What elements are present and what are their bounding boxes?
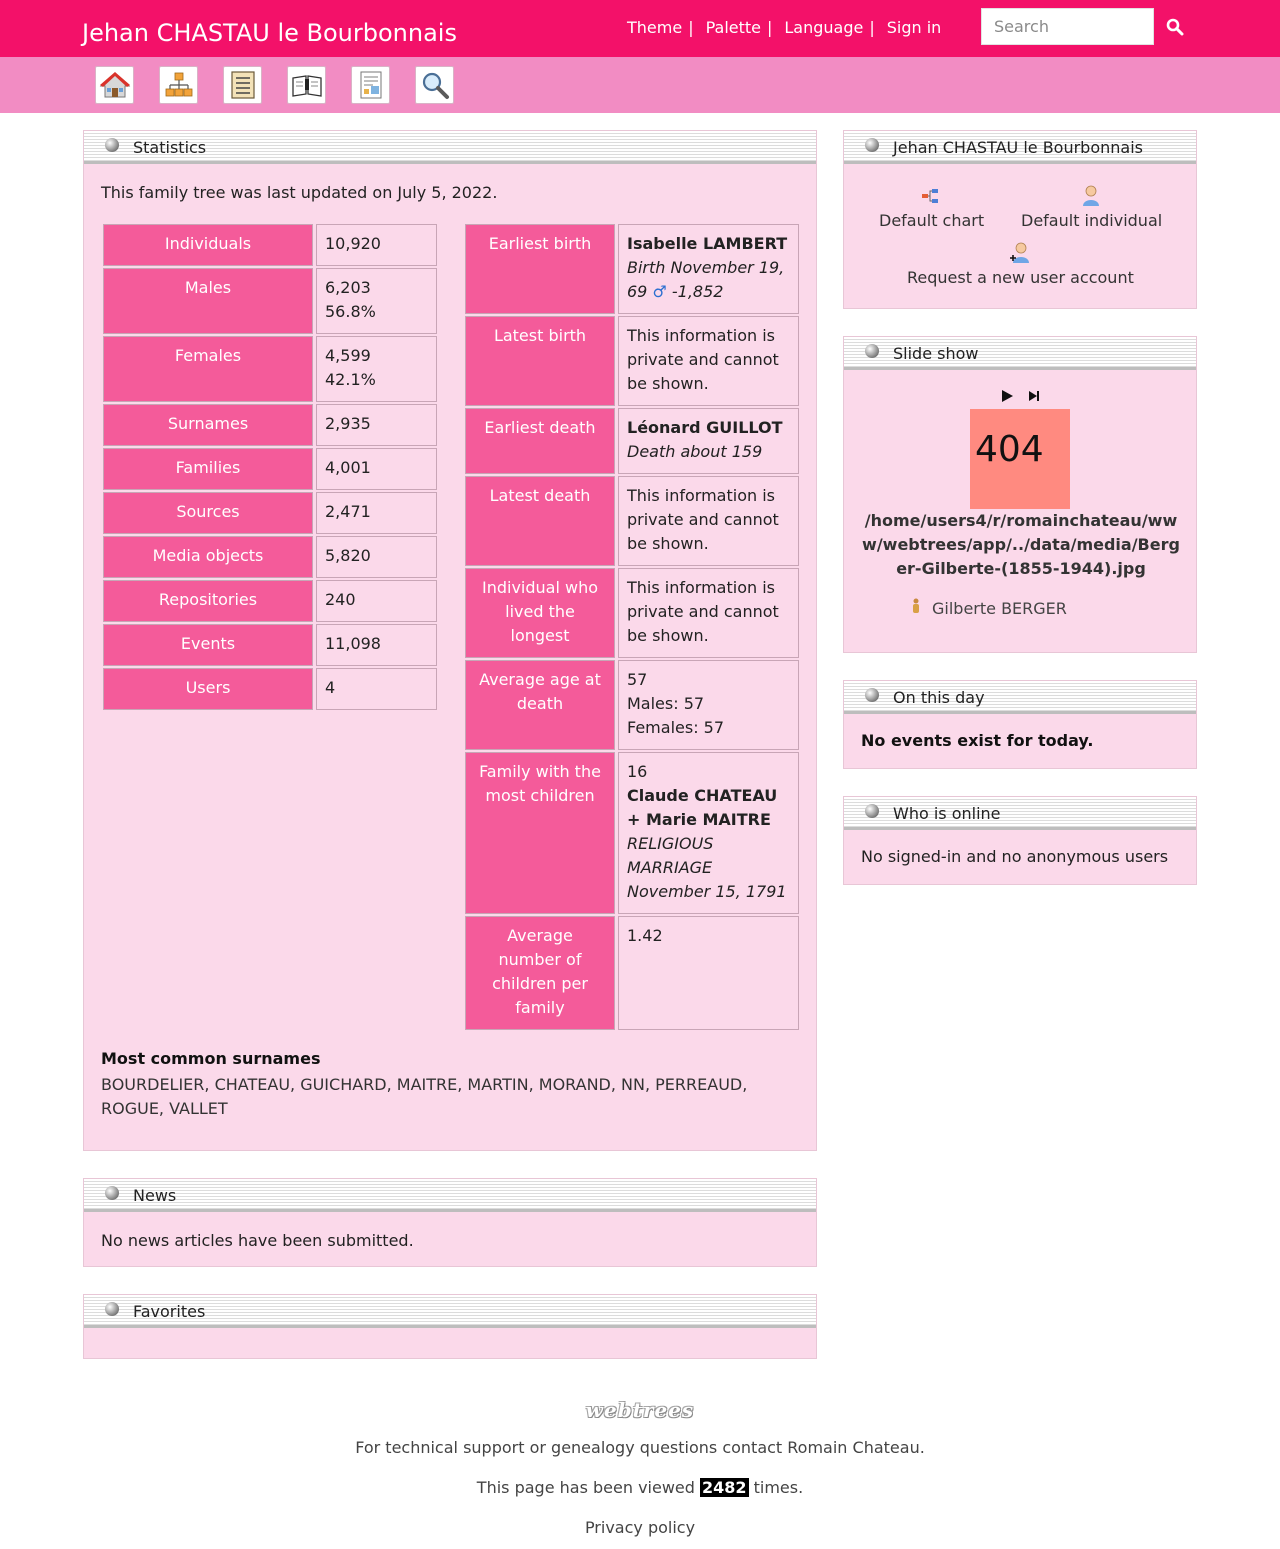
stat-value [316, 448, 437, 490]
block-title: On this day [893, 688, 985, 707]
block-bullet-icon [105, 138, 119, 152]
block-bullet-icon [105, 1302, 119, 1316]
label-line: death [516, 694, 564, 713]
stat-value [316, 668, 437, 710]
list-icon[interactable] [223, 66, 262, 104]
private-text: private and cannot [627, 602, 779, 621]
event-detail [627, 280, 790, 304]
private-text: private and cannot [627, 510, 779, 529]
no-events-text: No events exist for today. [861, 731, 1094, 750]
news-empty-text: No news articles have been submitted. [101, 1231, 414, 1250]
private-text: private and cannot [627, 350, 779, 369]
slide-path [856, 509, 1186, 581]
block-bullet-icon [865, 138, 879, 152]
menu-separator: | [688, 18, 694, 37]
stat-label: Latest birth [465, 316, 615, 406]
surnames-heading: Most common surnames [101, 1049, 321, 1068]
block-bullet-icon [865, 344, 879, 358]
stat-value [618, 316, 799, 406]
stat-label: Repositories [103, 580, 313, 622]
play-icon[interactable] [1000, 389, 1014, 403]
male-icon: ♂ [652, 282, 667, 301]
slideshow-block [843, 336, 1197, 653]
stat-value [618, 408, 799, 474]
menu-separator: | [767, 18, 773, 37]
stat-number: 4 [325, 678, 336, 697]
slide-path-line: /home/users4/r/romainchateau/ww [864, 511, 1178, 530]
webtrees-logo[interactable]: webtrees [585, 1398, 695, 1422]
label-line: Average [507, 926, 573, 945]
default-chart-link[interactable]: Default chart [879, 211, 985, 230]
tree-home-block [843, 130, 1197, 309]
event-detail: Death about 159 [627, 442, 763, 461]
individual-link[interactable]: Isabelle LAMBERT [627, 234, 788, 253]
stat-label: Surnames [103, 404, 313, 446]
stat-label [465, 752, 615, 914]
search-icon [1166, 18, 1184, 36]
stat-number: 2,935 [325, 414, 371, 433]
chart-icon [921, 187, 939, 205]
menu-separator: | [869, 18, 875, 37]
slide-image[interactable] [970, 409, 1070, 509]
label-line: Individual who [481, 578, 599, 597]
page-view-counter [0, 1478, 1280, 1497]
label-line: lived the [505, 602, 575, 621]
stat-label: Females [103, 336, 313, 402]
block-title: Favorites [133, 1302, 206, 1321]
slide-path-line: er-Gilberte-(1855-1944).jpg [896, 559, 1146, 578]
private-text: This information is [627, 326, 775, 345]
block-title: News [133, 1186, 177, 1205]
favorites-block [83, 1294, 817, 1359]
private-text: This information is [627, 578, 775, 597]
stat-value [316, 224, 437, 266]
block-header [84, 1295, 816, 1328]
menu-theme[interactable]: Theme [627, 18, 683, 37]
privacy-policy-link[interactable]: Privacy policy [584, 1518, 696, 1537]
statistics-block [83, 130, 817, 1151]
label-line: longest [510, 626, 570, 645]
event-detail: RELIGIOUS [627, 834, 714, 853]
who-online-block [843, 796, 1197, 885]
stat-value [316, 624, 437, 666]
stat-value [316, 580, 437, 622]
event-detail: Birth November 19, [627, 258, 785, 277]
stat-label [465, 916, 615, 1030]
views-count: 2482 [702, 1478, 747, 1497]
magnifier-icon[interactable] [415, 66, 454, 104]
person-icon [911, 598, 921, 614]
stat-value [618, 568, 799, 658]
stat-number: 6,203 [325, 278, 371, 297]
stat-label: Users [103, 668, 313, 710]
menu-sign-in[interactable]: Sign in [886, 18, 942, 37]
average-age-females: Females: 57 [627, 718, 725, 737]
stat-value [316, 492, 437, 534]
stat-value [316, 536, 437, 578]
stat-label: Families [103, 448, 313, 490]
label-line: Average age at [479, 670, 601, 689]
slide-path-line: w/webtrees/app/../data/media/Berg [862, 535, 1180, 554]
label-line: most children [485, 786, 595, 805]
average-age-males: Males: 57 [627, 694, 705, 713]
block-title: Jehan CHASTAU le Bourbonnais [893, 138, 1143, 157]
block-title: Slide show [893, 344, 979, 363]
block-title: Who is online [893, 804, 1001, 823]
private-text: This information is [627, 486, 775, 505]
menu-language[interactable]: Language [784, 18, 864, 37]
calendar-book-icon[interactable] [287, 66, 326, 104]
slide-error-code: 404 [975, 429, 1044, 470]
stat-number: 240 [325, 590, 356, 609]
icon-menu-bar [0, 57, 1280, 113]
individual-icon [1082, 185, 1100, 207]
label-line: Family with the [479, 762, 601, 781]
stat-label: Sources [103, 492, 313, 534]
block-title: Statistics [133, 138, 207, 157]
home-icon[interactable] [95, 66, 134, 104]
stat-number: 10,920 [325, 234, 381, 253]
event-detail: MARRIAGE [627, 858, 713, 877]
family-link[interactable]: + Marie MAITRE [627, 810, 771, 829]
stat-number: 5,820 [325, 546, 371, 565]
event-year: 69 [627, 282, 648, 301]
stat-value [618, 660, 799, 750]
stat-value [618, 916, 799, 1030]
stat-label: Individuals [103, 224, 313, 266]
last-updated-text: This family tree was last updated on July 5, 2022. [101, 183, 498, 202]
block-header [844, 681, 1196, 714]
menu-palette[interactable]: Palette [705, 18, 761, 37]
stat-label: Latest death [465, 476, 615, 566]
individual-link[interactable]: Léonard GUILLOT [627, 418, 783, 437]
block-bullet-icon [865, 688, 879, 702]
event-age: -1,852 [671, 282, 724, 301]
stat-label [465, 568, 615, 658]
stat-value [316, 268, 437, 334]
views-text-before: This page has been viewed [476, 1478, 695, 1497]
stat-percent: 56.8% [325, 302, 376, 321]
family-tree-icon[interactable] [159, 66, 198, 104]
search-input[interactable] [981, 8, 1154, 45]
stat-label: Earliest birth [465, 224, 615, 314]
stat-value [618, 224, 799, 314]
block-header [844, 131, 1196, 164]
on-this-day-block [843, 680, 1197, 769]
stat-value [316, 336, 437, 402]
block-bullet-icon [105, 1186, 119, 1200]
online-users-text: No signed-in and no anonymous users [861, 847, 1169, 866]
stat-label: Events [103, 624, 313, 666]
views-text-after: times. [753, 1478, 804, 1497]
next-icon[interactable] [1027, 389, 1041, 403]
private-text: be shown. [627, 534, 709, 553]
stat-label: Earliest death [465, 408, 615, 474]
family-link[interactable]: Claude CHATEAU [627, 786, 778, 805]
stat-label: Males [103, 268, 313, 334]
header-menu [627, 17, 941, 39]
label-line: children per [492, 974, 588, 993]
private-text: be shown. [627, 374, 709, 393]
add-user-icon [1009, 242, 1029, 264]
stat-number: 4,599 [325, 346, 371, 365]
surnames-list[interactable]: BOURDELIER, CHATEAU, GUICHARD, MAITRE, MARTIN, MORAND, NN, PERREAUD, ROGUE, VALLET [101, 1075, 748, 1118]
default-individual-link[interactable]: Default individual [1021, 211, 1163, 230]
slide-person-link[interactable]: Gilberte BERGER [932, 599, 1067, 618]
stat-number: 2,471 [325, 502, 371, 521]
stat-label: Media objects [103, 536, 313, 578]
average-age: 57 [627, 670, 648, 689]
stat-value [618, 476, 799, 566]
block-bullet-icon [865, 804, 879, 818]
request-account-link[interactable]: Request a new user account [907, 268, 1134, 287]
stat-label [465, 660, 615, 750]
stat-number: 4,001 [325, 458, 371, 477]
block-header [84, 131, 816, 164]
news-block [83, 1178, 817, 1267]
stat-value [618, 752, 799, 914]
report-icon[interactable] [351, 66, 390, 104]
contact-text[interactable]: For technical support or genealogy questions contact Romain Chateau. [355, 1438, 925, 1457]
stat-number: 11,098 [325, 634, 381, 653]
label-line: number of [498, 950, 582, 969]
search-button[interactable] [1160, 12, 1190, 42]
site-title[interactable]: Jehan CHASTAU le Bourbonnais [82, 19, 457, 47]
stat-value [316, 404, 437, 446]
private-text: be shown. [627, 626, 709, 645]
block-header [84, 1179, 816, 1212]
block-header [844, 337, 1196, 370]
label-line: family [515, 998, 565, 1017]
header-bar [0, 0, 1280, 57]
average-children: 1.42 [627, 926, 663, 945]
stat-percent: 42.1% [325, 370, 376, 389]
children-count: 16 [627, 762, 648, 781]
event-detail: November 15, 1791 [627, 882, 787, 901]
block-header [844, 797, 1196, 830]
